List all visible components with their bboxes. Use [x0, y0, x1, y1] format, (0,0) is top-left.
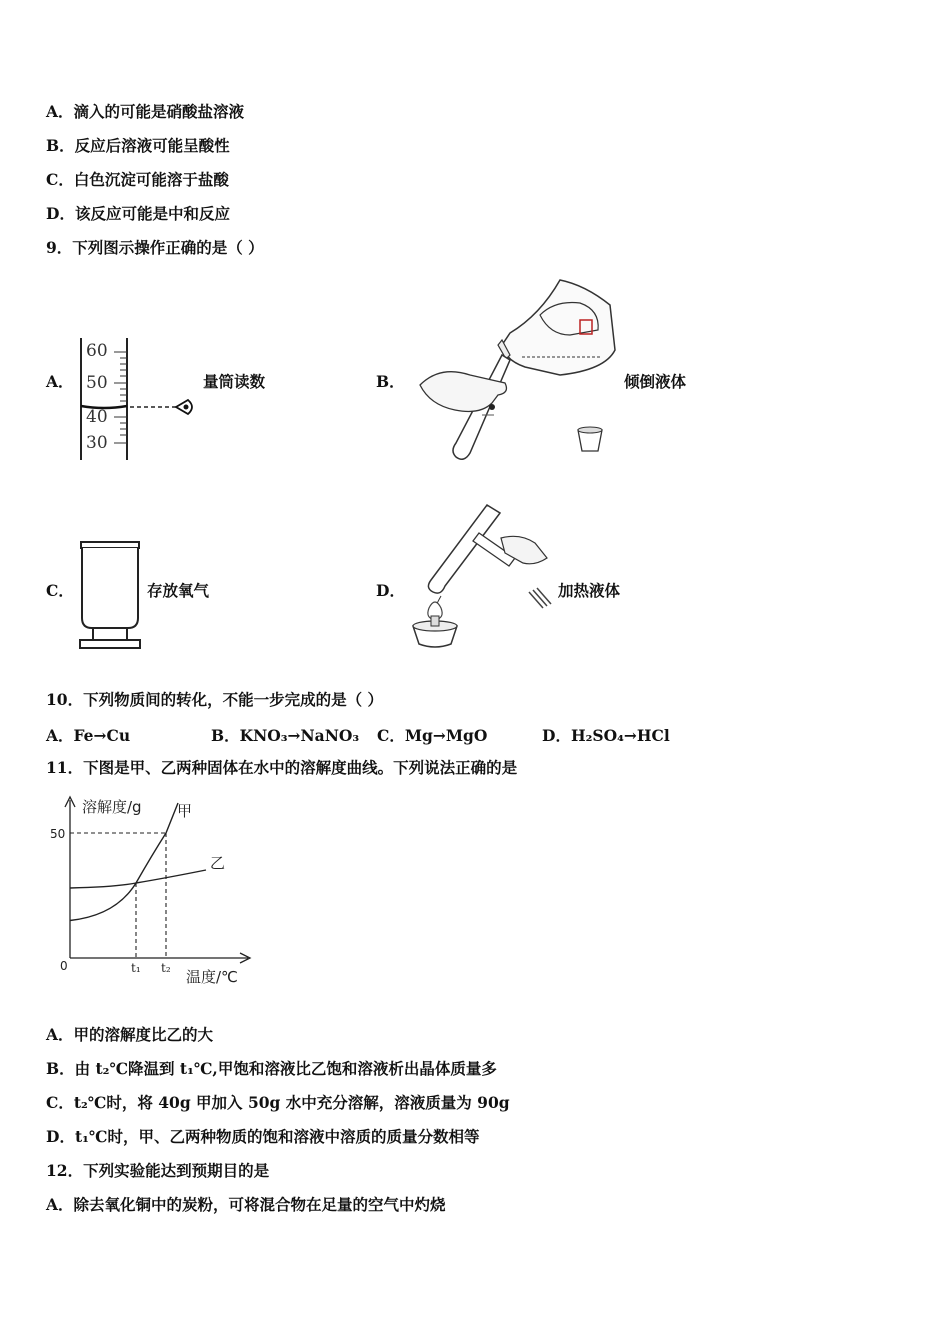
- y-tick-label-50: 50: [50, 827, 66, 841]
- x-tick-label-t1: t₁: [131, 961, 141, 975]
- cylinder-label-50: 50: [86, 373, 108, 393]
- series-label-yi: 乙: [210, 854, 226, 872]
- q10-option-b: B．KNO₃→NaNO₃: [211, 726, 360, 745]
- x-axis-label: 温度/℃: [186, 968, 238, 986]
- q11-option-c: C．t₂℃时，将 40g 甲加入 50g 水中充分溶解，溶液质量为 90g: [46, 1093, 510, 1112]
- series-line-jia: [70, 803, 178, 921]
- cylinder-label-30: 30: [86, 433, 108, 453]
- q11-option-b: B．由 t₂℃降温到 t₁℃,甲饱和溶液比乙饱和溶液析出晶体质量多: [46, 1059, 497, 1078]
- q9-option-c-letter: C．: [46, 581, 74, 600]
- q11-stem: 11．下图是甲、乙两种固体在水中的溶解度曲线。下列说法正确的是: [46, 758, 518, 777]
- pouring-liquid-figure: [410, 275, 630, 465]
- cylinder-label-40: 40: [86, 407, 108, 427]
- q12-option-a: A．除去氧化铜中的炭粉，可将混合物在足量的空气中灼烧: [46, 1195, 446, 1214]
- q8-option-c: C．白色沉淀可能溶于盐酸: [46, 170, 229, 189]
- x-tick-label-t2: t₂: [161, 961, 171, 975]
- q10-option-a: A．Fe→Cu: [46, 726, 131, 745]
- q12-stem: 12．下列实验能达到预期目的是: [46, 1161, 270, 1180]
- q9-option-c-caption: 存放氧气: [147, 581, 210, 600]
- solubility-chart: [40, 790, 270, 1000]
- q9-stem: 9．下列图示操作正确的是（ ）: [46, 238, 264, 257]
- q10-option-d: D．H₂SO₄→HCl: [542, 726, 670, 745]
- gas-jar-figure: [76, 538, 146, 653]
- q9-option-d-caption: 加热液体: [558, 581, 621, 600]
- q9-option-a-caption: 量筒读数: [203, 372, 266, 391]
- q9-option-d-letter: D．: [376, 581, 405, 600]
- origin-label: 0: [60, 959, 68, 973]
- q9-option-b-letter: B．: [376, 372, 405, 391]
- q8-option-b: B．反应后溶液可能呈酸性: [46, 136, 230, 155]
- q9-option-a-letter: A．: [46, 372, 74, 391]
- series-label-jia: 甲: [177, 802, 193, 820]
- q9-option-b-caption: 倾倒液体: [624, 372, 687, 391]
- cylinder-label-60: 60: [86, 341, 108, 361]
- heating-liquid-figure: [405, 508, 555, 653]
- q11-option-a: A．甲的溶解度比乙的大: [46, 1025, 214, 1044]
- q11-option-d: D．t₁℃时，甲、乙两种物质的饱和溶液中溶质的质量分数相等: [46, 1127, 480, 1146]
- q10-stem: 10．下列物质间的转化，不能一步完成的是（ ）: [46, 690, 383, 709]
- q10-option-c: C．Mg→MgO: [377, 726, 488, 745]
- q8-option-d: D．该反应可能是中和反应: [46, 204, 230, 223]
- q8-option-a: A．滴入的可能是硝酸盐溶液: [46, 102, 245, 121]
- y-axis-label: 溶解度/g: [82, 798, 142, 816]
